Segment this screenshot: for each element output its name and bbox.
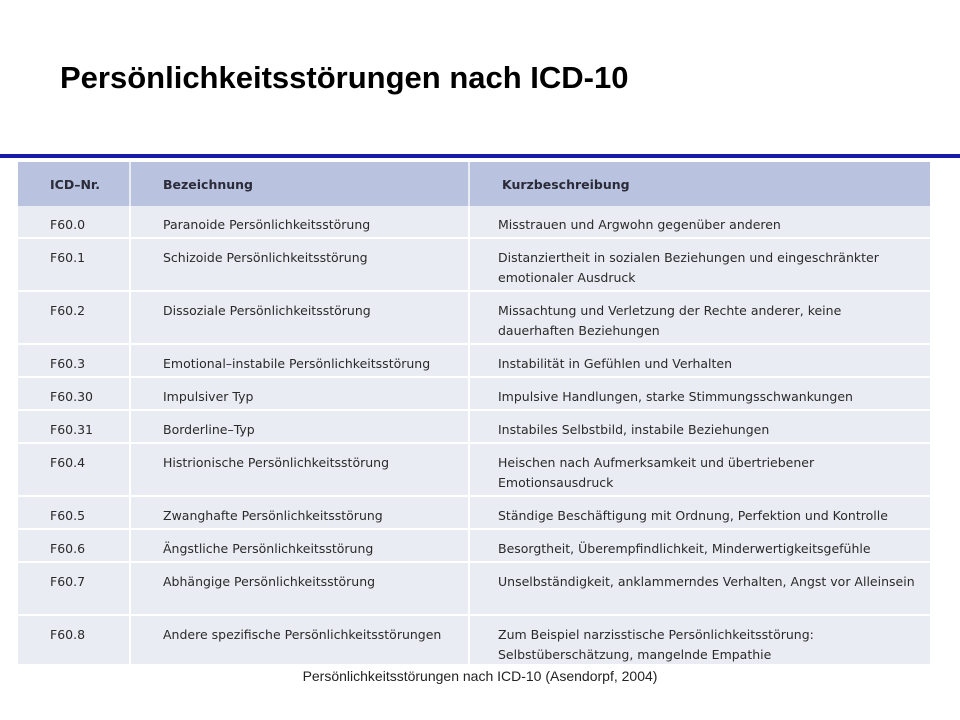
table-row	[18, 377, 930, 410]
table-row	[18, 238, 930, 291]
cell-code: F60.2	[18, 291, 130, 344]
cell-desc: Heischen nach Aufmerksamkeit und übertriebener Emotionsausdruck	[469, 443, 930, 496]
cell-desc: Missachtung und Verletzung der Rechte anderer, keine dauerhaften Beziehungen	[469, 291, 930, 344]
cell-desc: Besorgtheit, Überempfindlichkeit, Minderwertigkeitsgefühle	[469, 529, 930, 562]
cell-code: F60.3	[18, 344, 130, 377]
table-row	[18, 443, 930, 496]
table-row	[18, 291, 930, 344]
table-image	[18, 162, 930, 664]
cell-code: F60.31	[18, 410, 130, 443]
cell-desc: Instabiles Selbstbild, instabile Beziehungen	[469, 410, 930, 443]
cell-desc: Instabilität in Gefühlen und Verhalten	[469, 344, 930, 377]
table-row	[18, 410, 930, 443]
cell-name: Emotional–instabile Persönlichkeitsstörung	[130, 344, 469, 377]
title-rule	[0, 154, 960, 158]
cell-code: F60.1	[18, 238, 130, 291]
slide-title: Persönlichkeitsstörungen nach ICD-10	[60, 60, 629, 95]
cell-name: Ängstliche Persönlichkeitsstörung	[130, 529, 469, 562]
cell-code: F60.0	[18, 206, 130, 238]
cell-desc: Distanziertheit in sozialen Beziehungen und eingeschränkter emotionaler Ausdruck	[469, 238, 930, 291]
cell-desc: Unselbständigkeit, anklammerndes Verhalten, Angst vor Alleinsein	[469, 562, 930, 615]
table-header-row	[18, 162, 930, 206]
table-row	[18, 562, 930, 615]
cell-code: F60.4	[18, 443, 130, 496]
table-row	[18, 529, 930, 562]
header-bezeichnung: Bezeichnung	[130, 162, 469, 206]
cell-desc: Impulsive Handlungen, starke Stimmungsschwankungen	[469, 377, 930, 410]
cell-name: Impulsiver Typ	[130, 377, 469, 410]
table-row	[18, 615, 930, 668]
cell-code: F60.5	[18, 496, 130, 529]
cell-name: Borderline–Typ	[130, 410, 469, 443]
cell-name: Paranoide Persönlichkeitsstörung	[130, 206, 469, 238]
cell-code: F60.7	[18, 562, 130, 615]
icd-table	[18, 162, 930, 669]
table-row	[18, 496, 930, 529]
cell-desc: Zum Beispiel narzisstische Persönlichkeitsstörung: Selbstüberschätzung, mangelnde Empathie	[469, 615, 930, 668]
cell-code: F60.8	[18, 615, 130, 668]
cell-name: Andere spezifische Persönlichkeitsstörungen	[130, 615, 469, 668]
cell-name: Zwanghafte Persönlichkeitsstörung	[130, 496, 469, 529]
cell-desc: Misstrauen und Argwohn gegenüber anderen	[469, 206, 930, 238]
cell-code: F60.30	[18, 377, 130, 410]
table-row	[18, 206, 930, 238]
cell-name: Abhängige Persönlichkeitsstörung	[130, 562, 469, 615]
cell-desc: Ständige Beschäftigung mit Ordnung, Perfektion und Kontrolle	[469, 496, 930, 529]
cell-name: Histrionische Persönlichkeitsstörung	[130, 443, 469, 496]
cell-name: Dissoziale Persönlichkeitsstörung	[130, 291, 469, 344]
header-icd-nr: ICD–Nr.	[18, 162, 130, 206]
cell-code: F60.6	[18, 529, 130, 562]
table-row	[18, 344, 930, 377]
figure-caption: Persönlichkeitsstörungen nach ICD-10 (Asendorpf, 2004)	[302, 668, 658, 684]
header-kurzbeschreibung: Kurzbeschreibung	[469, 162, 930, 206]
cell-name: Schizoide Persönlichkeitsstörung	[130, 238, 469, 291]
